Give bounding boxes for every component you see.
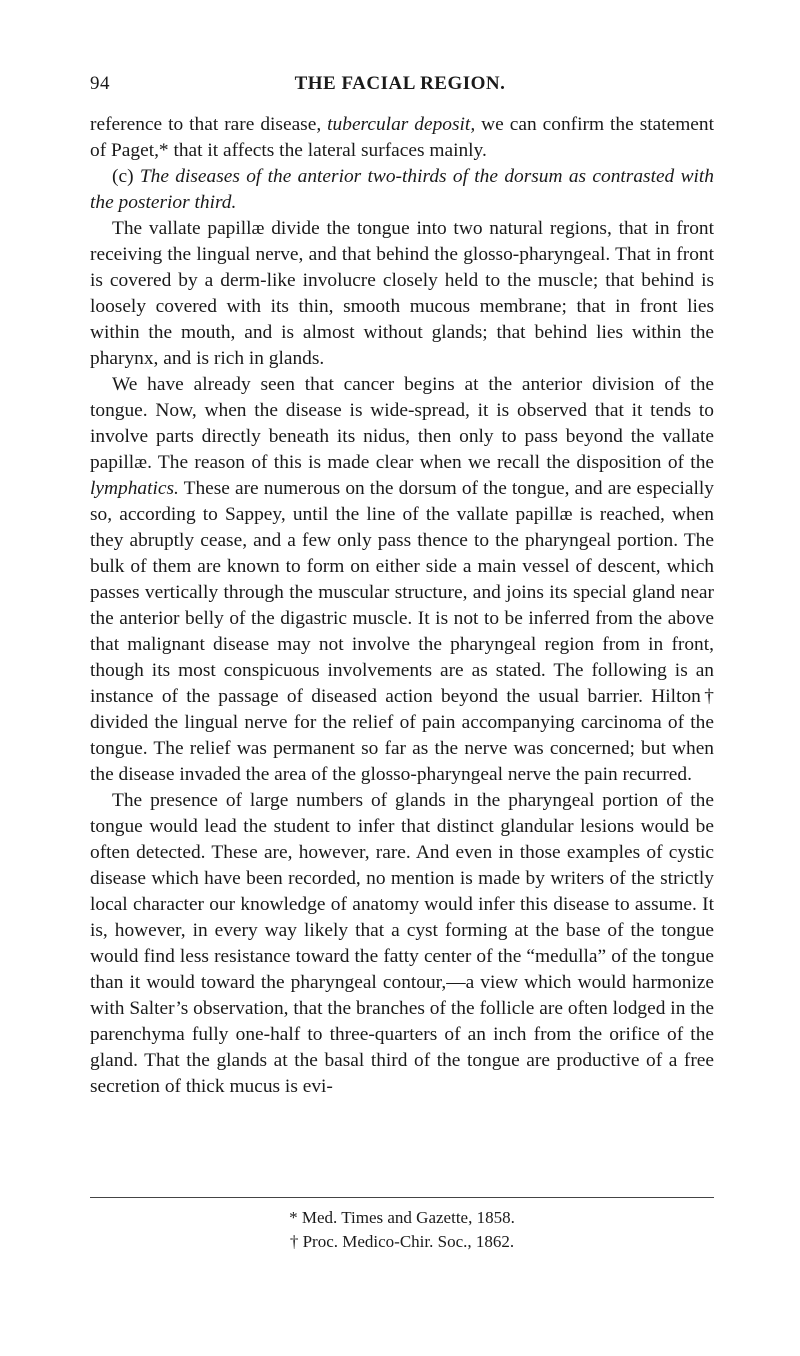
running-head: THE FACIAL REGION.: [294, 73, 506, 94]
footnote-2: † Proc. Medico-Chir. Soc., 1862.: [289, 1232, 515, 1251]
paragraph-1: reference to that rare disease, tubercular deposit, we can confirm the statement of Paget,* that it affects the lateral surfaces mainly.: [90, 114, 715, 161]
paragraph-2: The vallate papillæ divide the tongue into two natural regions, that in front receiving the lingual nerve, and that behind the glosso-pharyngeal. That in front is covered by a derm-like involucre closely held to the muscle; that behind is loosely covered with its thin, smooth mucous membrane; that in front lies within the mouth, and is almost without glands; that behind lies within the pharynx, and is rich in glands.: [90, 218, 714, 369]
page-header: [90, 73, 710, 101]
emphasis-tubercular-deposit: tubercular deposit,: [327, 114, 476, 135]
section-heading-c: [90, 164, 714, 216]
footnote-1: * Med. Times and Gazette, 1858.: [289, 1208, 515, 1227]
footnotes: [90, 1206, 714, 1254]
page-number: 94: [90, 73, 110, 94]
section-title: The diseases of the anterior two-thirds of the dorsum as contrasted with the posterior third.: [90, 166, 714, 213]
emphasis-lymphatics: lymphatics.: [90, 478, 179, 499]
body-text: [90, 112, 714, 1100]
footnote-divider: [90, 1197, 714, 1199]
section-label: (c): [112, 166, 134, 187]
paragraph-3: We have already seen that cancer begins at the anterior division of the tongue. Now, when the disease is wide-spread, it is observed that it tends to involve parts directly beneath its nidus, then only to pass beyond the vallate papillæ. The reason of this is made clear when we recall the disposition of the lymphatics. These are numerous on the dorsum of the tongue, and are especially so, according to Sappey, until the line of the vallate papillæ is reached, when they abruptly cease, and a few only pass thence to the pharyngeal portion. The bulk of them are known to form on either side a main vessel of descent, which passes vertically through the muscular structure, and joins its special gland near the anterior belly of the digastric muscle. It is not to be inferred from the above that malignant disease may not involve the pharyngeal region from in front, though its most conspicuous involvements are as stated. The following is an instance of the passage of diseased action beyond the usual barrier. Hilton† divided the lingual nerve for the relief of pain accompanying carcinoma of the tongue. The relief was permanent so far as the nerve was concerned; but when the disease invaded the area of the glosso-pharyngeal nerve the pain recurred.: [90, 374, 714, 785]
paragraph-4: The presence of large numbers of glands in the pharyngeal portion of the tongue would lead the student to infer that distinct glandular lesions would be often detected. These are, however, rare. And even in those examples of cystic disease which have been recorded, no mention is made by writers of the strictly local character our knowledge of anatomy would infer this disease to assume. It is, however, in every way likely that a cyst forming at the base of the tongue would find less resistance toward the fatty center of the “medulla” of the tongue than it would toward the pharyngeal contour,—a view which would harmonize with Salter’s observation, that the branches of the follicle are often lodged in the parenchyma fully one-half to three-quarters of an inch from the orifice of the gland. That the glands at the basal third of the tongue are productive of a free secretion of thick mucus is evi-: [90, 790, 714, 1097]
